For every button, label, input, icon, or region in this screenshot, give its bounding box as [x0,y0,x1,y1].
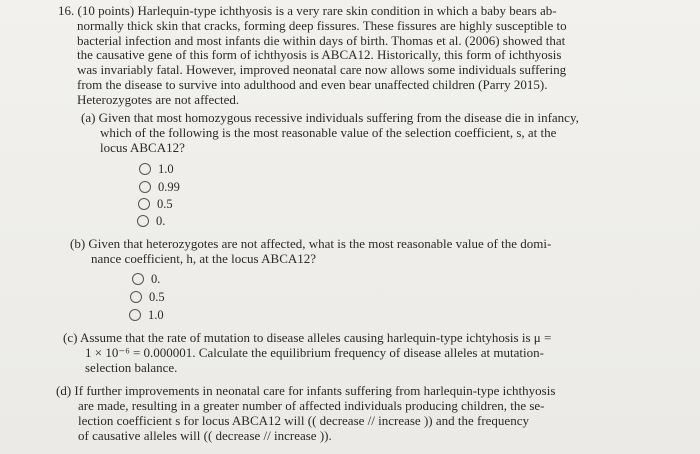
radio-button[interactable] [139,163,151,175]
option-label: 0.99 [158,180,180,194]
option-label: 0. [151,272,161,286]
question-line: bacterial infection and most infants die within days of birth. Thomas et al. (2006) showed that [77,33,566,48]
option-label: 0.5 [149,290,165,304]
radio-button[interactable] [132,273,144,285]
part-d-line: (d) If further improvements in neonatal care for infants suffering from harlequin-type ichthyosis [56,383,556,398]
radio-button[interactable] [130,291,142,303]
part-a-line: which of the following is the most reasonable value of the selection coefficient, s, at the [100,125,557,140]
part-c-line: (c) Assume that the rate of mutation to disease alleles causing harlequin-type ichtyhosis is μ = [63,330,552,345]
part-d-line: of causative alleles will (( decrease // increase )). [78,428,332,443]
radio-button[interactable] [138,198,150,210]
part-d-line: lection coefficient s for locus ABCA12 will (( decrease // increase )) and the frequency [78,413,529,428]
radio-button[interactable] [137,215,149,227]
question-line: the causative gene of this form of ichthyosis is ABCA12. Historically, this form of ichthyosis [77,47,562,62]
part-d-line: are made, resulting in a greater number of affected individuals producing children, the se- [78,398,545,413]
part-a-line: (a) Given that most homozygous recessive individuals suffering from the disease die in infancy, [81,110,579,125]
question-line: 16. (10 points) Harlequin-type ichthyosis is a very rare skin condition in which a baby bears ab- [58,3,557,18]
question-line: Heterozygotes are not affected. [77,92,240,107]
part-c-line: selection balance. [85,360,178,375]
question-line: normally thick skin that cracks, forming deep fissures. These fissures are highly susceptible to [77,18,567,33]
option-label: 1.0 [158,162,174,176]
radio-button[interactable] [129,309,141,321]
part-a-line: locus ABCA12? [100,140,185,155]
option-label: 1.0 [148,308,164,322]
question-line: from the disease to survive into adulthood and even bear unaffected children (Parry 2015). [77,77,548,92]
part-b-line: (b) Given that heterozygotes are not affected, what is the most reasonable value of the domi- [70,236,552,251]
radio-button[interactable] [139,181,151,193]
question-line: was invariably fatal. However, improved neonatal care now allows some individuals suffering [77,62,567,77]
option-label: 0.5 [157,197,173,211]
part-c-line: 1 × 10⁻⁶ = 0.000001. Calculate the equilibrium frequency of disease alleles at mutation- [85,345,544,360]
part-b-line: nance coefficient, h, at the locus ABCA12? [91,251,317,266]
option-label: 0. [156,214,166,228]
